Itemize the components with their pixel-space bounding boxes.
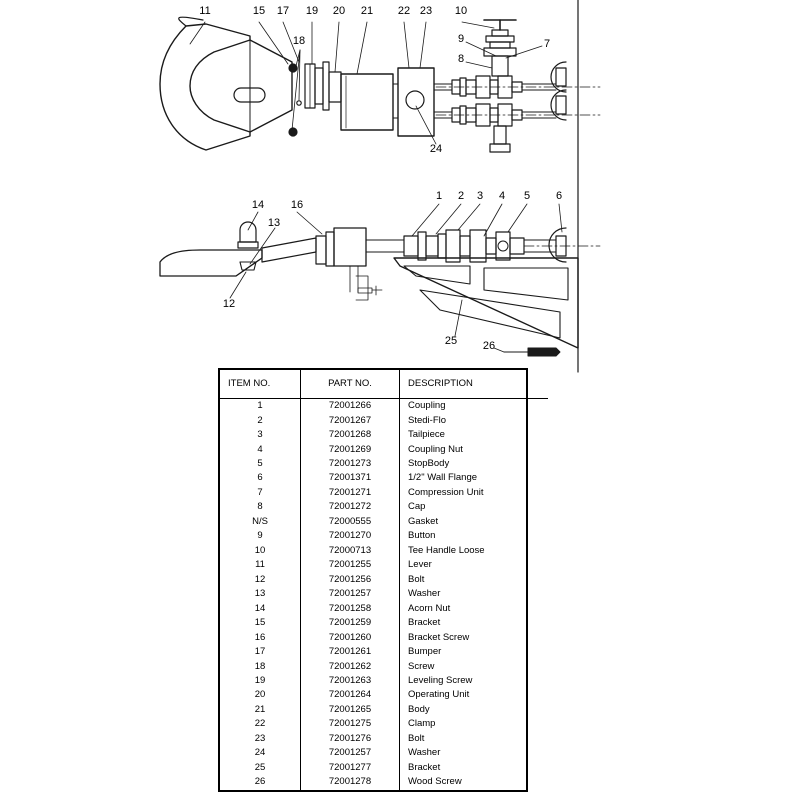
cell-description: Tailpiece xyxy=(408,429,445,441)
cell-item-no: 12 xyxy=(220,573,301,587)
callout-14: 14 xyxy=(251,199,265,211)
cell-item-no: 20 xyxy=(220,688,301,702)
cell-part-no: 72001262 xyxy=(301,659,400,673)
cell-description: Button xyxy=(408,530,436,542)
table-row xyxy=(220,457,548,471)
cell-description: Coupling Nut xyxy=(408,443,463,455)
table-row xyxy=(220,471,548,485)
cell-item-no: 16 xyxy=(220,631,301,645)
cell-item-no: 25 xyxy=(220,761,301,775)
cell-description: Leveling Screw xyxy=(408,675,473,686)
cell-item-no: 24 xyxy=(220,746,301,760)
callout-19: 19 xyxy=(305,5,319,17)
callout-10: 10 xyxy=(454,5,468,17)
callout-4: 4 xyxy=(498,190,506,202)
callout-2: 2 xyxy=(457,190,465,202)
callout-11: 11 xyxy=(199,5,211,17)
cell-description: Clamp xyxy=(408,718,436,730)
callout-23: 23 xyxy=(419,5,433,17)
cell-part-no: 72001259 xyxy=(301,616,400,630)
cell-part-no: 72001263 xyxy=(301,674,400,688)
cell-description: Tee Handle Loose xyxy=(408,544,485,556)
cell-part-no: 72001268 xyxy=(301,428,400,442)
table-row xyxy=(220,688,548,702)
callout-6: 6 xyxy=(555,190,563,202)
cell-description: Wood Screw xyxy=(408,776,462,788)
table-row xyxy=(220,399,548,414)
cell-item-no: 2 xyxy=(220,413,301,427)
cell-description: Bolt xyxy=(408,732,425,744)
column-header-part-no: PART NO. xyxy=(301,370,400,399)
cell-item-no: 18 xyxy=(220,659,301,673)
cell-item-no: 13 xyxy=(220,587,301,601)
cell-description: Gasket xyxy=(408,515,439,527)
parts-table-grid xyxy=(220,370,548,790)
callout-8: 8 xyxy=(457,53,465,65)
cell-part-no: 72001275 xyxy=(301,717,400,731)
table-row xyxy=(220,746,548,760)
callout-18: 18 xyxy=(292,35,306,47)
column-header-item-no: ITEM NO. xyxy=(220,370,301,399)
callout-17: 17 xyxy=(276,5,290,17)
callout-21: 21 xyxy=(360,5,374,17)
cell-part-no: 72001267 xyxy=(301,413,400,427)
cell-item-no: 15 xyxy=(220,616,301,630)
callout-3: 3 xyxy=(476,190,484,202)
cell-item-no: 8 xyxy=(220,500,301,514)
parts-table-head xyxy=(220,370,548,399)
callout-7: 7 xyxy=(543,38,551,50)
cell-item-no: 3 xyxy=(220,428,301,442)
table-row xyxy=(220,717,548,731)
table-row xyxy=(220,413,548,427)
cell-item-no: 4 xyxy=(220,442,301,456)
cell-description: Body xyxy=(408,703,430,715)
cell-part-no: 72001265 xyxy=(301,703,400,717)
table-row xyxy=(220,775,548,790)
cell-description: Operating Unit xyxy=(408,689,470,701)
table-row xyxy=(220,631,548,645)
cell-item-no: 6 xyxy=(220,471,301,485)
callout-1: 1 xyxy=(435,190,443,202)
cell-part-no: 72001257 xyxy=(301,587,400,601)
cell-item-no: 5 xyxy=(220,457,301,471)
table-row xyxy=(220,645,548,659)
cell-part-no: 72001264 xyxy=(301,688,400,702)
cell-part-no: 72001266 xyxy=(301,399,400,414)
callout-13: 13 xyxy=(267,217,281,229)
table-row xyxy=(220,573,548,587)
parts-table-body xyxy=(220,399,548,791)
cell-item-no: 19 xyxy=(220,674,301,688)
table-row xyxy=(220,761,548,775)
cell-description: Bracket xyxy=(408,761,441,773)
callout-22: 22 xyxy=(397,5,411,17)
cell-description: Washer xyxy=(408,588,441,600)
cell-item-no: 9 xyxy=(220,529,301,543)
cell-description: Bumper xyxy=(408,646,442,658)
cell-item-no: 10 xyxy=(220,544,301,558)
cell-description: Cap xyxy=(408,501,426,513)
callout-26: 26 xyxy=(482,340,496,352)
cell-part-no: 72001261 xyxy=(301,645,400,659)
cell-item-no: N/S xyxy=(220,515,301,529)
cell-description: Bracket Screw xyxy=(408,631,470,643)
cell-item-no: 26 xyxy=(220,775,301,790)
cell-description: Compression Unit xyxy=(408,486,484,498)
table-row xyxy=(220,616,548,630)
cell-part-no: 72001271 xyxy=(301,486,400,500)
cell-part-no: 72001272 xyxy=(301,500,400,514)
callout-16: 16 xyxy=(290,199,304,211)
callout-25: 25 xyxy=(444,335,458,347)
cell-part-no: 72001273 xyxy=(301,457,400,471)
cell-part-no: 72001258 xyxy=(301,602,400,616)
cell-part-no: 72001277 xyxy=(301,761,400,775)
cell-description: Bracket xyxy=(408,617,441,629)
table-row xyxy=(220,674,548,688)
cell-item-no: 7 xyxy=(220,486,301,500)
cell-description: Lever xyxy=(408,559,432,571)
callout-12: 12 xyxy=(222,298,236,310)
cell-item-no: 11 xyxy=(220,558,301,572)
table-row xyxy=(220,515,548,529)
cell-description: StopBody xyxy=(408,457,450,469)
callout-5: 5 xyxy=(523,190,531,202)
table-row xyxy=(220,486,548,500)
callout-15: 15 xyxy=(252,5,266,17)
parts-table xyxy=(218,368,528,792)
cell-item-no: 17 xyxy=(220,645,301,659)
cell-part-no: 72001255 xyxy=(301,558,400,572)
cell-item-no: 1 xyxy=(220,399,301,414)
table-row xyxy=(220,544,548,558)
cell-description: Coupling xyxy=(408,400,446,412)
table-row xyxy=(220,602,548,616)
cell-part-no: 72001276 xyxy=(301,732,400,746)
callout-20: 20 xyxy=(332,5,346,17)
cell-part-no: 72001269 xyxy=(301,442,400,456)
table-row xyxy=(220,558,548,572)
parts-table-header-row xyxy=(220,370,548,399)
cell-item-no: 23 xyxy=(220,732,301,746)
callout-9: 9 xyxy=(457,33,465,45)
cell-part-no: 72001371 xyxy=(301,471,400,485)
cell-description: 1/2" Wall Flange xyxy=(408,472,478,484)
table-row xyxy=(220,703,548,717)
table-row xyxy=(220,529,548,543)
cell-description: Washer xyxy=(408,747,441,759)
cell-part-no: 72001278 xyxy=(301,775,400,790)
cell-part-no: 72001256 xyxy=(301,573,400,587)
cell-part-no: 72000713 xyxy=(301,544,400,558)
cell-part-no: 72001270 xyxy=(301,529,400,543)
cell-description: Screw xyxy=(408,660,435,672)
table-row xyxy=(220,587,548,601)
table-row xyxy=(220,442,548,456)
cell-part-no: 72001260 xyxy=(301,631,400,645)
cell-part-no: 72001257 xyxy=(301,746,400,760)
cell-item-no: 21 xyxy=(220,703,301,717)
cell-item-no: 14 xyxy=(220,602,301,616)
cell-part-no: 72000555 xyxy=(301,515,400,529)
column-header-description: DESCRIPTION xyxy=(400,370,549,399)
table-row xyxy=(220,659,548,673)
cell-description: Acorn Nut xyxy=(408,602,451,614)
cell-item-no: 22 xyxy=(220,717,301,731)
cell-description: Stedi-Flo xyxy=(408,414,447,426)
table-row xyxy=(220,500,548,514)
table-row xyxy=(220,428,548,442)
cell-description: Bolt xyxy=(408,573,425,585)
table-row xyxy=(220,732,548,746)
callout-24: 24 xyxy=(429,143,443,155)
